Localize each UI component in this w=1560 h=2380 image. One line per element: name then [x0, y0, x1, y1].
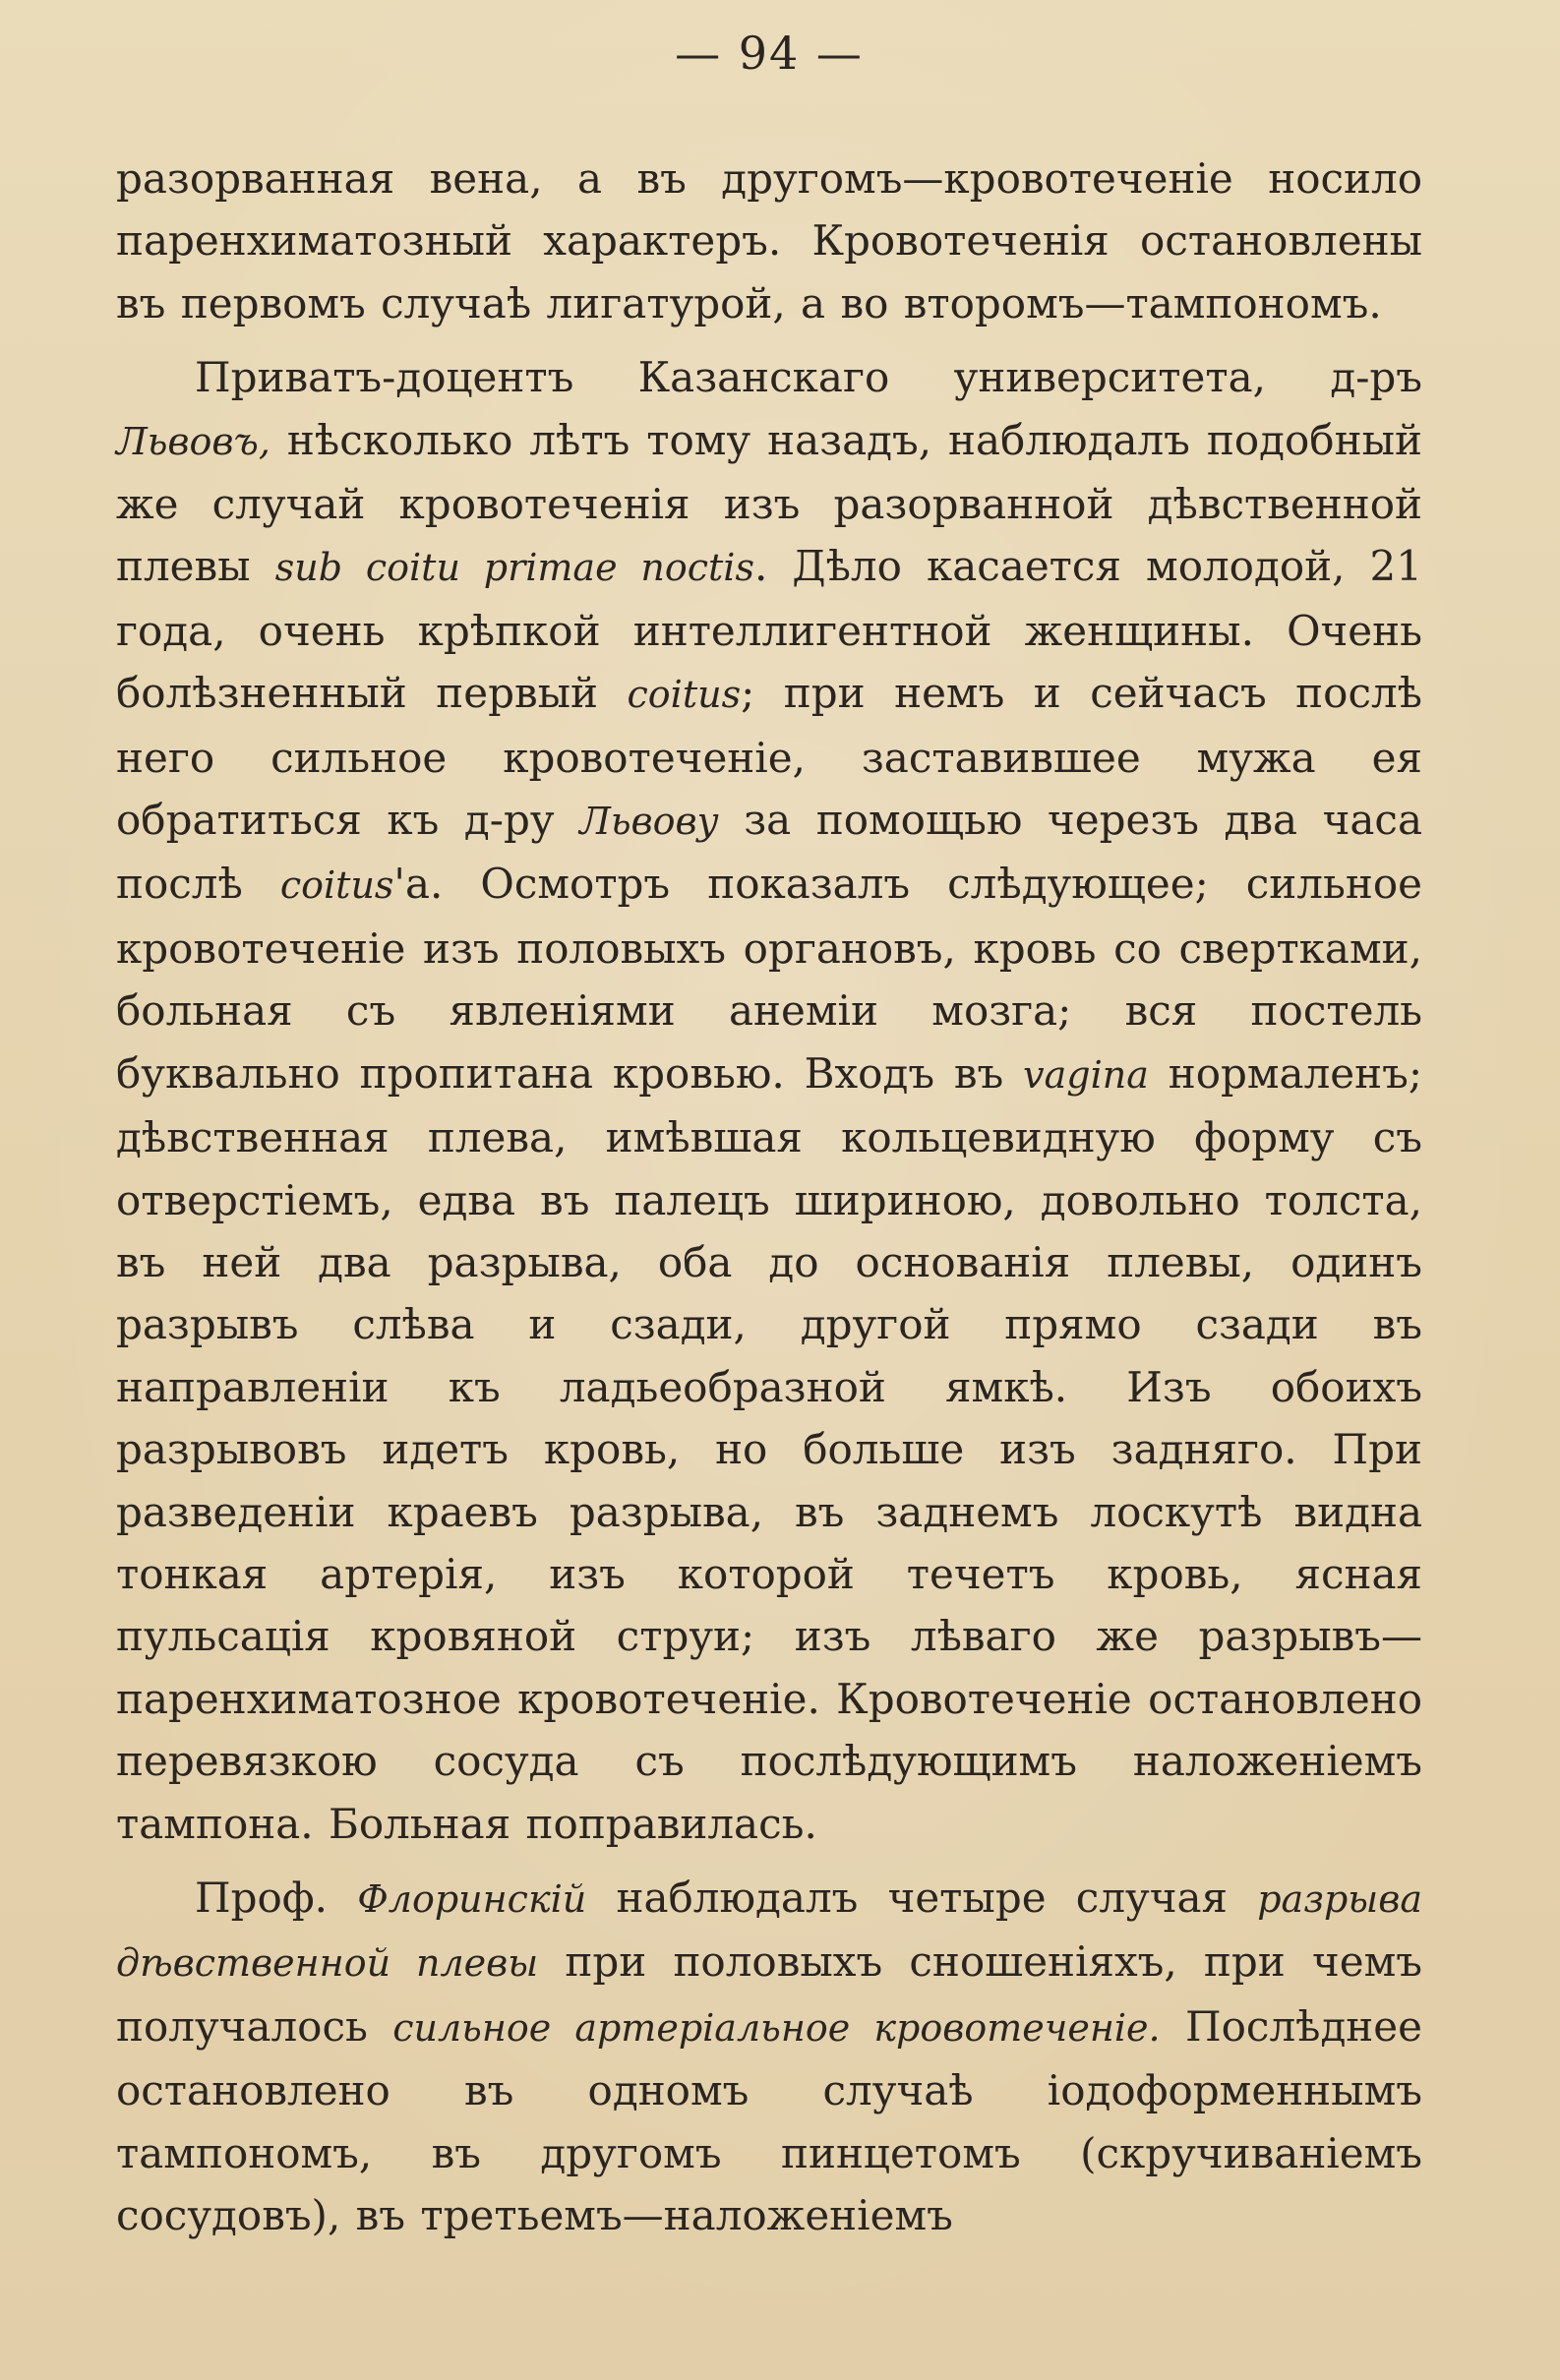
- latin-term: sub coitu primae noctis: [274, 546, 754, 590]
- body-text: [116, 148, 1422, 2246]
- italic-name: Львову: [579, 800, 719, 844]
- text-run: Послѣднее остановлено въ одномъ случаѣ іодоформеннымъ тампономъ, въ другомъ пинцетомъ (скручиваніемъ сосудовъ), въ третьемъ—наложеніемъ: [116, 2001, 1423, 2239]
- text-run: при половыхъ сношеніяхъ, при чемъ получалось: [116, 1937, 1422, 2051]
- paragraph-2: [116, 346, 1422, 1855]
- latin-term: coitus: [627, 673, 742, 717]
- text-run: 'а. Осмотръ показалъ слѣдующее; сильное кровотеченіе изъ половыхъ органовъ, кровь со свертками, больная съ явленіями анеміи мозга; вся постель буквально пропитана кровью. Входъ въ: [116, 860, 1422, 1098]
- italic-name: разрыва дѣвственной плевы: [116, 1876, 1422, 1986]
- latin-term: vagina: [1023, 1052, 1149, 1097]
- text-run: Приватъ-доцентъ Казанскаго университета, д-ръ: [195, 353, 1422, 402]
- paragraph-1: [116, 148, 1422, 334]
- text-run: наблюдалъ четыре случая: [586, 1873, 1258, 1922]
- text-run: . Дѣло касается молодой, 21 года, очень крѣпкой интеллигентной женщины. Очень болѣзненный первый: [116, 542, 1423, 718]
- paragraph-3: [116, 1867, 1422, 2246]
- text-run: нѣсколько лѣтъ тому назадъ, наблюдалъ подобный же случай кровотеченія изъ разорванной дѣвственной плевы: [116, 415, 1422, 591]
- text-run: Проф.: [195, 1873, 358, 1922]
- text-run: ; при немъ и сейчасъ послѣ него сильное кровотеченіе, заставившее мужа ея обратиться къ д-ру: [116, 669, 1422, 845]
- italic-name: Львовъ,: [116, 419, 270, 463]
- text-run: разорванная вена, а въ другомъ—кровотеченіе носило паренхиматозный характеръ. Кровотеченія остановлены въ первомъ случаѣ лигатурой, а во второмъ—тампономъ.: [116, 154, 1422, 327]
- text-run: нормаленъ; дѣвственная плева, имѣвшая кольцевидную форму съ отверстіемъ, едва въ палецъ шириною, довольно толста, въ ней два разрыва, оба до основанія плевы, одинъ разрывъ слѣва и сзади, другой прямо сзади въ направленіи къ ладьеобразной ямкѣ. Изъ обоихъ разрывовъ идетъ кровь, но больше изъ задняго. При разведеніи краевъ разрыва, въ заднемъ лоскутѣ видна тонкая артерія, изъ которой течетъ кровь, ясная пульсація кровяной струи; изъ лѣваго же разрывъ—паренхиматозное кровотеченіе. Кровотеченіе остановлено перевязкою сосуда съ послѣдующимъ наложеніемъ тампона. Больная поправилась.: [116, 1048, 1422, 1848]
- italic-name: Флоринскій: [357, 1876, 587, 1921]
- italic-name: сильное артеріальное кровотеченіе.: [392, 2005, 1161, 2050]
- text-run: за помощью черезъ два часа послѣ: [116, 796, 1422, 909]
- latin-term: coitus: [279, 863, 394, 908]
- page-number: — 94 —: [675, 27, 864, 80]
